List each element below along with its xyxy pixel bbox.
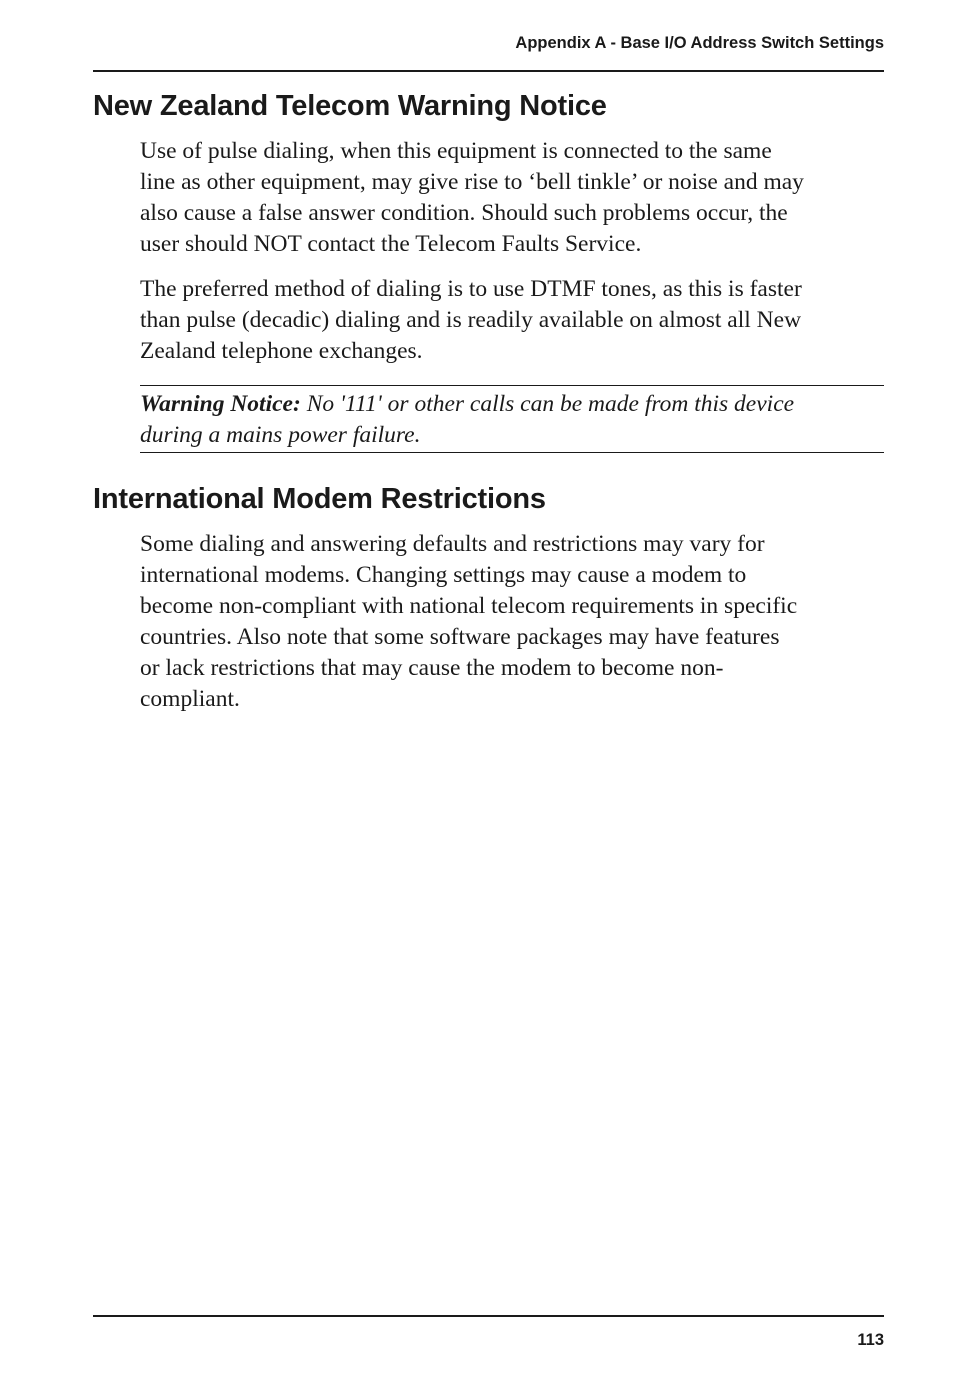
text-line: compliant.	[140, 686, 240, 712]
text-line: or lack restrictions that may cause the modem to become non-	[140, 655, 724, 681]
footer-rule	[93, 1315, 884, 1317]
paragraph-pulse-dialing	[140, 136, 885, 260]
section-heading-intl-modem: International Modem Restrictions	[93, 483, 546, 515]
text-line: Zealand telephone exchanges.	[140, 338, 423, 364]
paragraph-intl-restrictions	[140, 529, 885, 715]
text-line: than pulse (decadic) dialing and is readily available on almost all New	[140, 307, 802, 333]
text-line: become non-compliant with national telecom requirements in specific	[140, 593, 798, 619]
text-line: user should NOT contact the Telecom Faults Service.	[140, 231, 642, 257]
running-header: Appendix A - Base I/O Address Switch Settings	[515, 34, 884, 52]
text-line: The preferred method of dialing is to use DTMF tones, as this is faster	[140, 276, 802, 302]
warning-notice-text: during a mains power failure.	[140, 422, 421, 448]
text-line: line as other equipment, may give rise to ‘bell tinkle’ or noise and may	[140, 169, 804, 195]
text-line: Use of pulse dialing, when this equipment is connected to the same	[140, 138, 772, 164]
text-line: countries. Also note that some software packages may have features	[140, 624, 780, 650]
header-rule	[93, 70, 884, 72]
section-heading-nz-telecom: New Zealand Telecom Warning Notice	[93, 90, 607, 122]
text-line: international modems. Changing settings may cause a modem to	[140, 562, 747, 588]
text-line: Some dialing and answering defaults and restrictions may vary for	[140, 531, 765, 557]
warning-notice-text: No '111' or other calls can be made from this device	[300, 391, 795, 417]
text-line: also cause a false answer condition. Should such problems occur, the	[140, 200, 788, 226]
warning-notice-box	[140, 385, 884, 453]
paragraph-dtmf	[140, 274, 885, 367]
warning-notice-line	[140, 389, 884, 420]
page-number: 113	[857, 1331, 884, 1349]
warning-notice-label: Warning Notice:	[140, 391, 301, 417]
